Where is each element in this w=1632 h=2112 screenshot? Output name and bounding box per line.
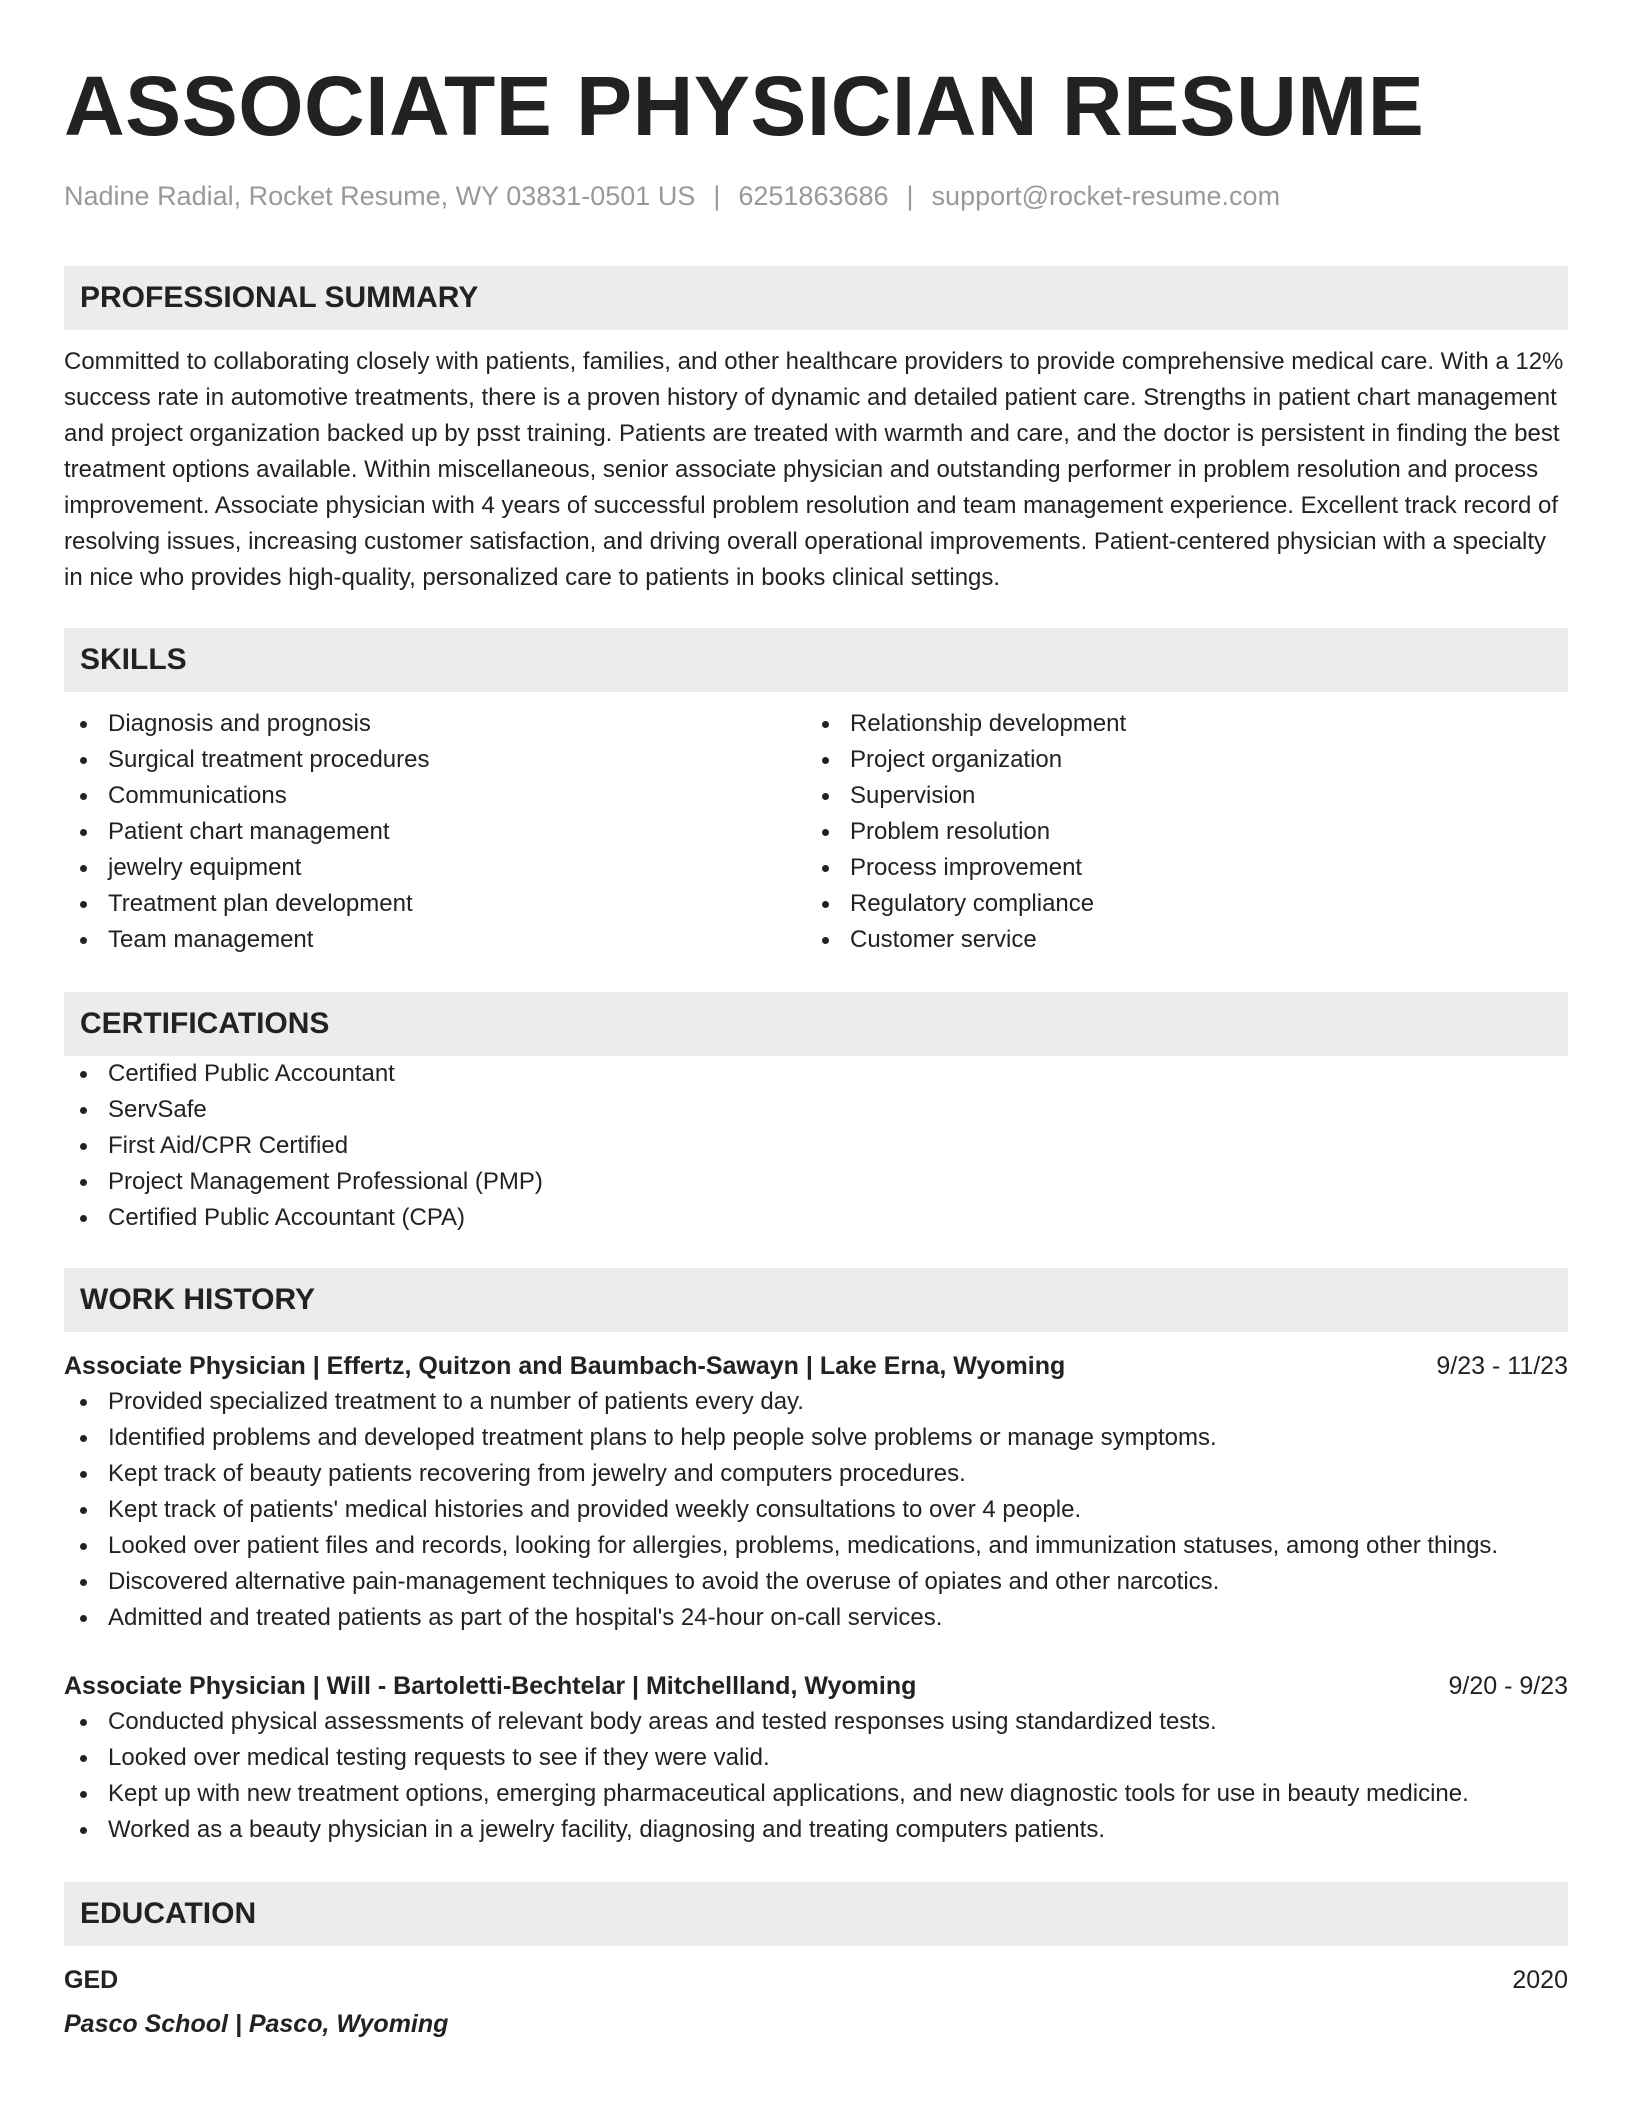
skill-item: Customer service [806,922,1548,958]
contact-phone: 6251863686 [738,181,889,211]
certification-item: Project Management Professional (PMP) [64,1164,1568,1200]
skill-item: Surgical treatment procedures [64,742,806,778]
skill-item: Communications [64,778,806,814]
job-duty: Identified problems and developed treatment plans to help people solve problems or manage symptoms. [64,1420,1568,1456]
skill-item: Team management [64,922,806,958]
certification-item: Certified Public Accountant [64,1056,1568,1092]
section-header-education: EDUCATION [64,1882,1568,1946]
skills-column-right [806,706,1548,958]
section-header-summary: PROFESSIONAL SUMMARY [64,266,1568,330]
job-heading [64,1348,1568,1384]
skills-list-right [806,706,1548,958]
section-header-certifications: CERTIFICATIONS [64,992,1568,1056]
skill-item: Diagnosis and prognosis [64,706,806,742]
certification-item: First Aid/CPR Certified [64,1128,1568,1164]
certification-item: Certified Public Accountant (CPA) [64,1200,1568,1236]
contact-email: support@rocket-resume.com [931,181,1281,211]
certifications-list [64,1056,1568,1236]
education-school: Pasco School | Pasco, Wyoming [64,2010,449,2038]
job-duty: Conducted physical assessments of relevant body areas and tested responses using standardized tests. [64,1704,1568,1740]
job-dates: 9/20 - 9/23 [1448,1672,1568,1700]
skill-item: Problem resolution [806,814,1548,850]
resume-title: ASSOCIATE PHYSICIAN RESUME [64,59,1425,153]
job-dates: 9/23 - 11/23 [1436,1352,1568,1380]
contact-line [64,178,1568,214]
job-title: Associate Physician | Effertz, Quitzon and Baumbach-Sawayn | Lake Erna, Wyoming [64,1352,1066,1380]
skill-item: Process improvement [806,850,1548,886]
section-header-work-history: WORK HISTORY [64,1268,1568,1332]
skill-item: Project organization [806,742,1548,778]
job-duties-list [64,1704,1568,1848]
skills-column-left [64,706,806,958]
job-duty: Kept track of patients' medical histories and provided weekly consultations to over 4 people. [64,1492,1568,1528]
certification-item: ServSafe [64,1092,1568,1128]
contact-separator: | [906,181,914,211]
job-duty: Kept up with new treatment options, emerging pharmaceutical applications, and new diagnostic tools for use in beauty medicine. [64,1776,1568,1812]
skills-grid [64,706,1568,958]
contact-address: Nadine Radial, Rocket Resume, WY 03831-0501 US [64,181,696,211]
job-duty: Provided specialized treatment to a number of patients every day. [64,1384,1568,1420]
job-duties-list [64,1384,1568,1636]
contact-separator: | [713,181,721,211]
skill-item: Relationship development [806,706,1548,742]
job-duty: Kept track of beauty patients recovering from jewelry and computers procedures. [64,1456,1568,1492]
section-header-skills: SKILLS [64,628,1568,692]
skill-item: Treatment plan development [64,886,806,922]
skills-list-left [64,706,806,958]
job-duty: Looked over medical testing requests to see if they were valid. [64,1740,1568,1776]
skill-item: Patient chart management [64,814,806,850]
skill-item: jewelry equipment [64,850,806,886]
education-heading [64,1962,1568,1998]
job-duty: Looked over patient files and records, looking for allergies, problems, medications, and immunization statuses, among other things. [64,1528,1568,1564]
job-title: Associate Physician | Will - Bartoletti-Bechtelar | Mitchellland, Wyoming [64,1672,917,1700]
job-duty: Admitted and treated patients as part of the hospital's 24-hour on-call services. [64,1600,1568,1636]
education-year: 2020 [1512,1966,1568,1994]
job-duty: Worked as a beauty physician in a jewelry facility, diagnosing and treating computers patients. [64,1812,1568,1848]
summary-text: Committed to collaborating closely with patients, families, and other healthcare providers to provide comprehensive medical care. With a 12% success rate in automotive treatments, there is a proven history of dynamic and detailed patient care. Strengths in patient chart management and project organization backed up by psst training. Patients are treated with warmth and care, and the doctor is persistent in finding the best treatment options available. Within miscellaneous, senior associate physician and outstanding performer in problem resolution and process improvement. Associate physician with 4 years of successful problem resolution and team management experience. Excellent track record of resolving issues, increasing customer satisfaction, and driving overall operational improvements. Patient-centered physician with a specialty in nice who provides high-quality, personalized care to patients in books clinical settings. [64,348,1564,591]
job-duty: Discovered alternative pain-management techniques to avoid the overuse of opiates and other narcotics. [64,1564,1568,1600]
education-degree: GED [64,1966,119,1994]
skill-item: Supervision [806,778,1548,814]
job-heading [64,1668,1568,1704]
skill-item: Regulatory compliance [806,886,1548,922]
